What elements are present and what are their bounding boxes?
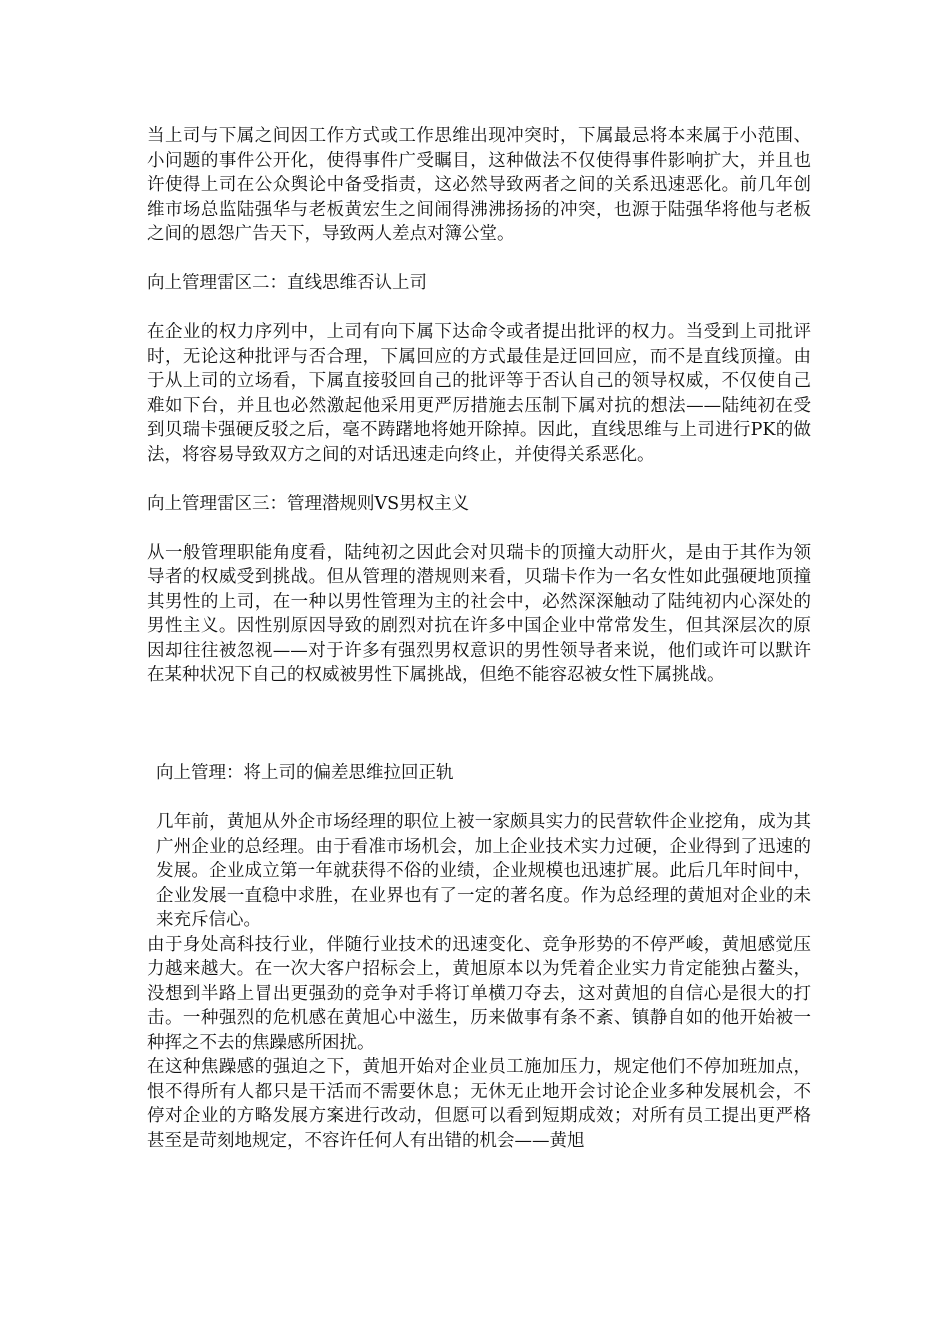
document-body xyxy=(147,124,811,1153)
heading-minefield-two: 向上管理雷区二：直线思维否认上司 xyxy=(147,273,427,293)
paragraph-spacer xyxy=(147,516,811,541)
paragraph-huang-xu-background: 几年前，黄旭从外企市场经理的职位上被一家颇具实力的民营软件企业挖角，成为其广州企业的总经理。由于看准市场机会，加上企业技术实力过硬，企业得到了迅速的发展。企业成立第一年就获得不俗的业绩，企业规模也迅速扩展。此后几年时间中，企业发展一直稳中求胜，在业界也有了一定的著名度。作为总经理的黄旭对企业的未来充斥信心。 xyxy=(156,812,811,930)
heading-minefield-three: 向上管理雷区三：管理潜规则VS男权主义 xyxy=(147,493,470,514)
section-spacer xyxy=(147,688,811,762)
paragraph-spacer xyxy=(147,467,811,492)
paragraph-male-authority: 从一般管理职能角度看，陆纯初之因此会对贝瑞卡的顶撞大动肝火，是由于其作为领导者的权威受到挑战。但从管理的潜规则来看，贝瑞卡作为一名女性如此强硬地顶撞其男性的上司，在一种以男性管理为主的社会中，必然深深触动了陆纯初内心深处的男性主义。因性别原因导致的剧烈对抗在许多中国企业中常常发生，但其深层次的原因却往往被忽视——对于许多有强烈男权意识的男性领导者来说，他们或许可以默许在某种状况下自己的权威被男性下属挑战，但绝不能容忍被女性下属挑战。 xyxy=(147,542,811,685)
paragraph-spacer xyxy=(147,247,811,272)
paragraph-huang-xu-pressure: 由于身处高科技行业，伴随行业技术的迅速变化、竞争形势的不停严峻，黄旭感觉压力越来越大。在一次大客户招标会上，黄旭原本以为凭着企业实力肯定能独占鳌头，没想到半路上冒出更强劲的竞争对手将订单横刀夺去，这对黄旭的自信心是很大的打击。一种强烈的危机感在黄旭心中滋生，历来做事有条不紊、镇静自如的他开始被一种挥之不去的焦躁感所困扰。 xyxy=(147,934,811,1053)
paragraph-spacer xyxy=(147,786,811,811)
paragraph-direct-confrontation: 在企业的权力序列中，上司有向下属下达命令或者提出批评的权力。当受到上司批评时，无论这种批评与否合理，下属回应的方式最佳是迂回回应，而不是直线顶撞。由于从上司的立场看，下属直接驳回自己的批评等于否认自己的领导权威，不仅使自己难如下台，并且也必然激起他采用更严厉措施去压制下属对抗的想法——陆纯初在受到贝瑞卡强硬反驳之后，毫不踌躇地将她开除掉。因此，直线思维与上司进行PK的做法，将容易导致双方之间的对话迅速走向终止，并使得关系恶化。 xyxy=(147,322,811,465)
paragraph-spacer xyxy=(147,296,811,321)
paragraph-conflict-publicity: 当上司与下属之间因工作方式或工作思维出现冲突时，下属最忌将本来属于小范围、小问题的事件公开化，使得事件广受瞩目，这种做法不仅使得事件影响扩大，并且也许使得上司在公众舆论中备受指责，这必然导致两者之间的关系迅速恶化。前几年创维市场总监陆强华与老板黄宏生之间闹得沸沸扬扬的冲突，也源于陆强华将他与老板之间的恩怨广告天下，导致两人差点对簿公堂。 xyxy=(147,126,811,244)
paragraph-huang-xu-anxiety: 在这种焦躁感的强迫之下，黄旭开始对企业员工施加压力，规定他们不停加班加点，恨不得所有人都只是干活而不需要休息；无休无止地开会讨论企业多种发展机会，不停对企业的方略发展方案进行改动，但愿可以看到短期成效；对所有员工提出更严格甚至是苛刻地规定，不容许任何人有出错的机会——黄旭 xyxy=(147,1057,811,1151)
heading-upward-management: 向上管理：将上司的偏差思维拉回正轨 xyxy=(156,763,454,783)
